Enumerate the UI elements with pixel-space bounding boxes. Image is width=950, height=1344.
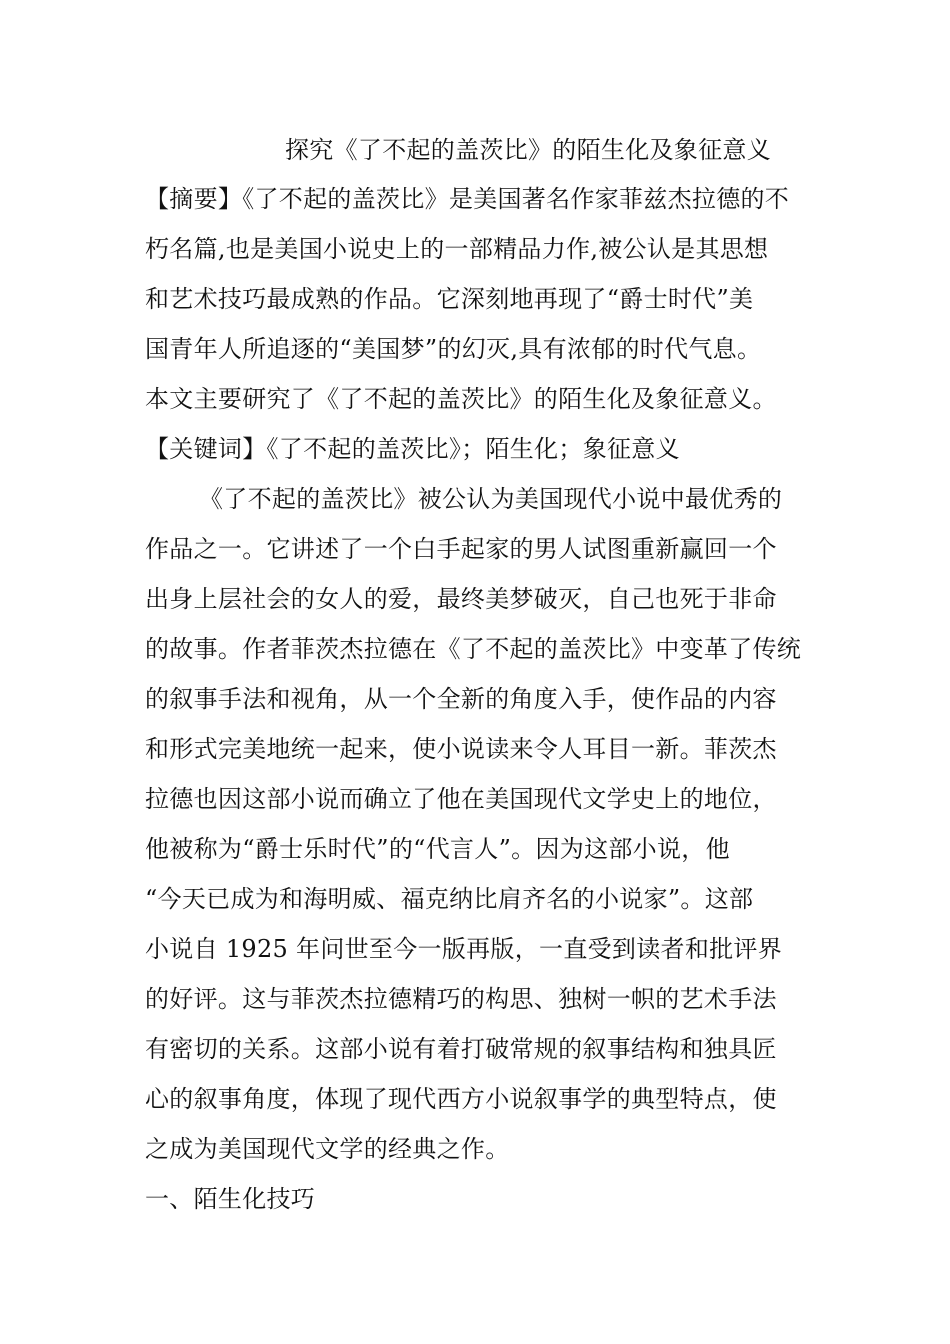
body-line: 他被称为“爵士乐时代”的“代言人”。因为这部小说，他 <box>145 835 730 863</box>
body-line: 作品之一。它讲述了一个白手起家的男人试图重新赢回一个 <box>145 535 777 563</box>
abstract-line: 【摘要】《了不起的盖茨比》是美国著名作家菲兹杰拉德的不 <box>145 185 790 213</box>
body-line: 和形式完美地统一起来，使小说读来令人耳目一新。菲茨杰 <box>145 735 777 763</box>
keywords-line: 【关键词】《了不起的盖茨比》；陌生化；象征意义 <box>145 435 680 463</box>
body-line: “今天已成为和海明威、福克纳比肩齐名的小说家”。这部 <box>145 885 754 913</box>
body-line: 出身上层社会的女人的爱，最终美梦破灭，自己也死于非命 <box>145 585 777 613</box>
body-line: 的故事。作者菲茨杰拉德在《了不起的盖茨比》中变革了传统 <box>145 635 802 663</box>
section-heading: 一、陌生化技巧 <box>145 1185 316 1213</box>
body-line: 小说自 1925 年问世至今一版再版，一直受到读者和批评界 <box>145 935 783 963</box>
abstract-line: 本文主要研究了《了不起的盖茨比》的陌生化及象征意义。 <box>145 385 777 413</box>
abstract-line: 和艺术技巧最成熟的作品。它深刻地再现了“爵士时代”美 <box>145 285 754 313</box>
body-line: 心的叙事角度，体现了现代西方小说叙事学的典型特点，使 <box>145 1085 777 1113</box>
body-line: 的叙事手法和视角，从一个全新的角度入手，使作品的内容 <box>145 685 777 713</box>
abstract-line: 国青年人所追逐的“美国梦”的幻灭,具有浓郁的时代气息。 <box>145 335 762 363</box>
abstract-line: 朽名篇,也是美国小说史上的一部精品力作,被公认是其思想 <box>145 235 769 263</box>
document-title: 探究《了不起的盖茨比》的陌生化及象征意义 <box>285 136 771 164</box>
body-line: 《了不起的盖茨比》被公认为美国现代小说中最优秀的 <box>199 485 783 513</box>
body-line: 有密切的关系。这部小说有着打破常规的叙事结构和独具匠 <box>145 1035 777 1063</box>
body-line: 拉德也因这部小说而确立了他在美国现代文学史上的地位， <box>145 785 777 813</box>
body-line: 之成为美国现代文学的经典之作。 <box>145 1135 510 1163</box>
body-line: 的好评。这与菲茨杰拉德精巧的构思、独树一帜的艺术手法 <box>145 985 777 1013</box>
